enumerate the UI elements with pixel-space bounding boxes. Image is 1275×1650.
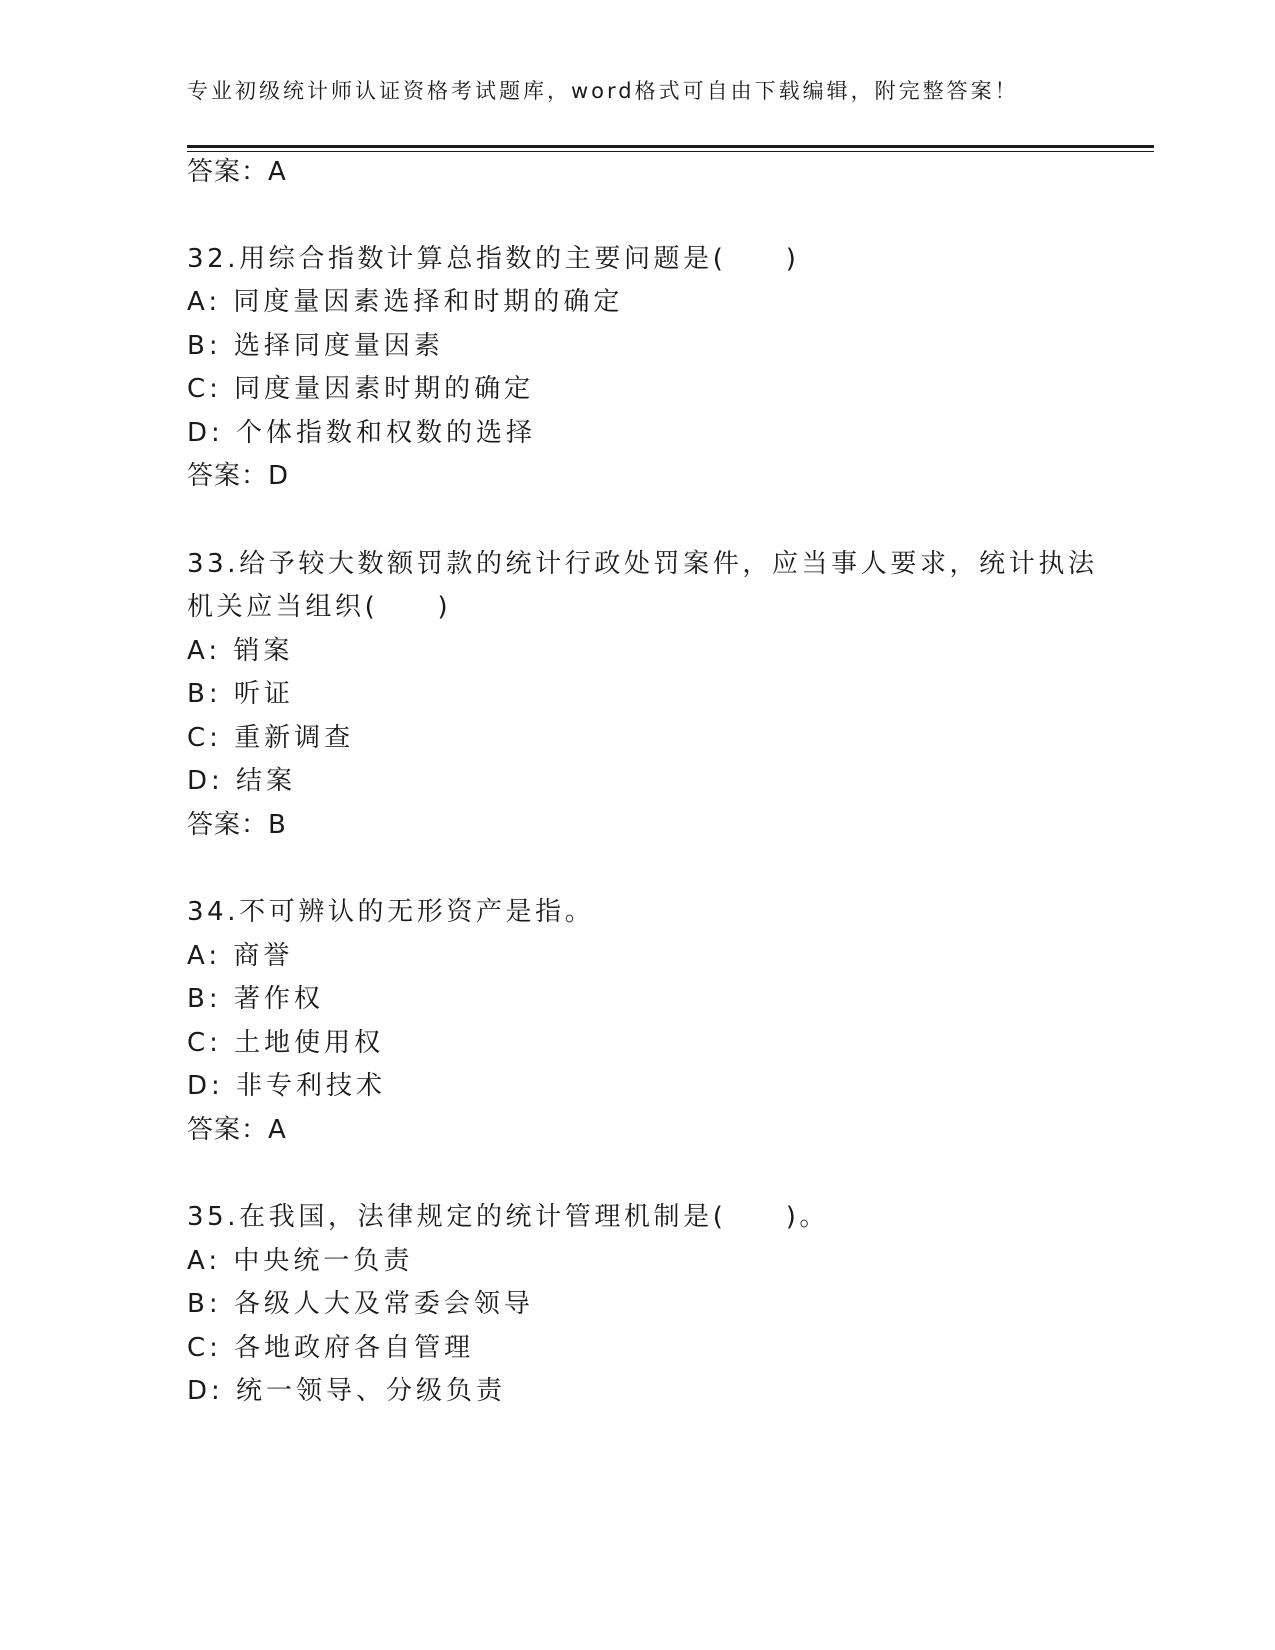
question-32-option-d: D: 个体指数和权数的选择 [187,418,537,448]
question-34-option-d: D: 非专利技术 [187,1071,387,1101]
header-rule [187,145,1154,148]
question-35-stem: 35.在我国，法律规定的统计管理机制是( )。 [187,1202,830,1232]
question-34-option-b: B: 著作权 [187,984,324,1014]
question-32-option-b: B: 选择同度量因素 [187,331,444,361]
question-33-option-d: D: 结案 [187,766,297,796]
question-34-option-c: C: 土地使用权 [187,1028,385,1058]
question-33-option-c: C: 重新调查 [187,723,355,753]
question-35-option-d: D: 统一领导、分级负责 [187,1376,507,1406]
question-33-answer: 答案：B [187,810,287,840]
question-32-option-c: C: 同度量因素时期的确定 [187,374,535,404]
page-header-text: 专业初级统计师认证资格考试题库，word格式可自由下载编辑，附完整答案！ [187,79,1019,103]
question-32-option-a: A: 同度量因素选择和时期的确定 [187,287,624,317]
question-33-stem-line-2: 机关应当组织( ) [187,592,452,622]
question-32-stem: 32.用综合指数计算总指数的主要问题是( ) [187,244,800,274]
question-32-answer: 答案：D [187,461,290,491]
question-33-option-b: B: 听证 [187,679,294,709]
question-35-option-b: B: 各级人大及常委会领导 [187,1289,534,1319]
question-34-option-a: A: 商誉 [187,941,294,971]
question-34-answer: 答案：A [187,1115,287,1145]
question-34-stem: 34.不可辨认的无形资产是指。 [187,897,595,927]
question-33-option-a: A: 销案 [187,636,294,666]
question-33-stem-line-1: 33.给予较大数额罚款的统计行政处罚案件，应当事人要求，统计执法 [187,549,1098,579]
question-35-option-c: C: 各地政府各自管理 [187,1333,475,1363]
previous-answer: 答案：A [187,157,287,187]
question-35-option-a: A: 中央统一负责 [187,1246,414,1276]
header-rule-thin [187,151,1154,152]
